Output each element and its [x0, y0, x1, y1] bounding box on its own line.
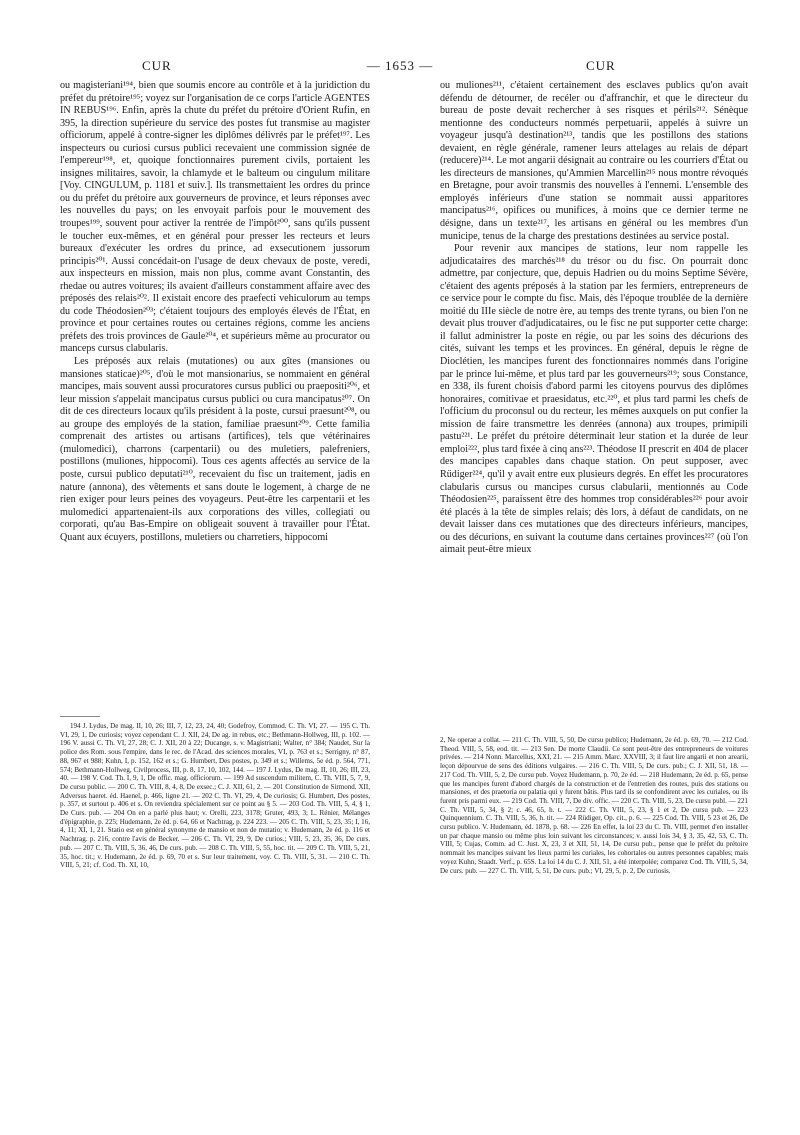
footnote-block: 194 J. Lydus, De mag. II, 10, 26; III, 7, 12, 23, 24, 40; Godefroy, Commod. C. Th. VI, 27. — 195 C. Th. VI, 29, 1, De curiosis; voyez cependant C. J. XII, 24, De ag. in rebus, etc.; Bethmann-Hollweg, III, p. 102. — 196 V. aussi C. Th. VI, 27, 28; C. J. XII, 20 à 22; Ducange, s. v. Magistriani; Walter, n° 384; Naudet, Sur la police des Rom. sous l'empire, dans le rec. de l'Acad. des sciences morales, VI, p. 763 et s.; Serrigny, n° 87, 88, 967 et 988; Kuhn, I, p. 152, 162 et s.; G. Humbert, Des postes, p. 349 et s.; Willems, 5e éd. p. 564, 771, 574; Bethmann-Hollweg, Civilprocess, III, p. 8, 17, 10, 102, 144. — 197 J. Lydus, De mag. II, 10, 26; III, 23, 40. — 198 V. Cod. Th. I, 9, 1, De offic. mag. officiorum. — 199 Ad suscendum militem, C. Th. VIII, 5, 7, 9, De cursu public. — 200 C. Th. VIII, 8, 4, 8, De exsec.; C. J. XII, 61, 2. — 201 Constitution de Sirmond. XII, Adversus haeret. éd. Haenel, p. 466, ligne 21. — 202 C. Th. VI, 29, 4, De curiosis; G. Humbert, Des postes, p. 357, et surtout p. 406 et s. On reviendra spécialement sur ce point au § 5. — 203 Cod. Th. VIII, 5, 4, § 1, De Curs. pub. — 204 On en a parlé plus haut; v. Orelli, 223, 3178; Gruter, 493, 3; L. Rénier, Mélanges d'épigraphie, p. 225; Hudemann, 2e éd. p. 64, 66 et Nachtrag, p. 224 223. — 205 C. Th. VIII, 5, 23, 35; I, 16, 4, 11; XI, 1, 21. Statio est en général synonyme de mansio et non de mutatio; v. Hudemann, 2e éd. p. 116 et Nachtrag. p. 216, contre l'avis de Becker. — 206 C. Th. VI, 29, 9, De curios.; VIII, 5, 23, 35, 36, De curs. pub. — 207 C. Th. VIII, 5, 36, 46, De curs. pub. — 208 C. Th. VIII, 5, 55, hoc. tit. — 209 C. Th. VIII, 5, 21, 35, hoc. tit.; v. Hudemann, 2e éd. p. 69, 70 et s. Sur leur traitement, voy. C. Th. VIII, 5, 31. — 210 C. Th. VIII, 5, 21; cf. Cod. Th. XI, 10,	[60, 722, 370, 870]
footnotes-right	[440, 736, 748, 875]
footnotes-left	[60, 722, 370, 870]
paragraph: Les préposés aux relais (mutationes) ou aux gîtes (mansiones ou mansiones staticae)²⁰⁵, d'où le mot mansionarius, se nommaient en général mancipes, mais souvent aussi procuratores cursus publici ou praepositi²⁰⁶, et leur mission s'appelait mancipatus cursus publici ou cura mancipatus²⁰⁷. On dit de ces directeurs locaux qu'ils président à la poste, cursui praesunt²⁰⁸, ou au groupe des employés de la station, familiae praesunt²⁰⁹. Cette familia comprenait des artistes ou artisans (artifices), tels que vétérinaires (mulomedici), charrons (carpentarii) ou des muletiers, palefreniers, postillons (muliones, hippocomi). Tous ces agents affectés au service de la poste, cursui publico deputati²¹⁰, recevaient du fisc un traitement, jadis en nature (annona), des vêtements et sans doute le logement, à charge de ne rien exiger pour leurs peines des voyageurs. Peut-être les carpentarii et les mulomedici appartenaient-ils aux corporations des villes, collegiati ou corporati, qu'au Bas-Empire on obligeait souvent à travailler pour l'État. Quant aux écuyers, postillons, muletiers ou charretiers, hippocomi	[60, 356, 370, 543]
footnote-block: 2, Ne operae a collat. — 211 C. Th. VIII, 5, 50, De cursu publico; Hudemann, 2e éd. p. 69, 70. — 212 Cod. Theod. VIII, 5, 58, eod. tit. — 213 Sen. De morte Claudii. Ce sont peut-être des entrepreneurs de voitures privées. — 214 Nonn. Marcellus, XXI, 21. — 215 Amm. Marc. XXVIII, 3; il faut lire angarii et non arearii, leçon dépourvue de sens des éditions vulgaires. — 216 C. Th. VIII, 5, De curs. pub.; C. J. XII, 51, 18. — 217 Cod. Th. VIII, 5, 2, De cursu pub. Voyez Hudemann, p. 70, 2e éd. — 218 Hudemann, 2e éd. p. 65, pense que les mancipes furent d'abord chargés de la construction et de l'entretien des routes, puis des stations ou mansiones, et des praetoria ou palatia qui y furent bâtis. Plus tard ils se confondirent avec les curiales, ou ils furent pris parmi eux. — 219 Cod. Th. VIII, 7, De div. offic. — 220 C. Th. VIII, 5, 23, De cursu publ. — 221 C. Th. VIII, 5, 34, § 2; c. 46, 65, h. t. — 222 C. Th. VIII, 5, 23, § 1 et 2, De cursu pub. — 223 Quinquennium. C. Th. VIII, 5, 36, h. tit. — 224 Rüdiger, Op. cit., p. 6. — 225 Cod. Th. VIII, 5 23 et 26, De cursu publico. V. Hudemann, éd. 1878, p. 68. — 226 En effet, la loi 23 du C. Th. VIII, permet d'en installer un par chaque mansio ou même plus loin suivant les circonstances; v. aussi lois 34, § 3, 35, 42, 53, C. Th. VIII, 5; Cujas, Comm. ad C. Just. X, 23, 3 et XII, 51, 14, De cursu pub., pense que le préfet du prétoire nommait les mancipes suivant les lieux parmi les curiales, les cohortales ou autres personnes capables; mais voyez Kuhn, Staadt. Verf., p. 65S. La loi 14 du C. J. XII, 51, a été interpolée; comparez Cod. Th. VIII, 5, 34, De curs. pub. — 227 C. Th. VIII, 5, 51, De curs. pub.; VI, 29, 5, p. 2, De curiosis.	[440, 736, 748, 875]
footnote-rule	[60, 716, 100, 717]
left-column	[60, 80, 370, 544]
right-column	[440, 80, 748, 557]
paragraph: ou muliones²¹¹, c'étaient certainement des esclaves publics qu'on avait défendu de détourner, de recéler ou d'affranchir, et que le directeur du bureau de poste devait rechercher à ses risques et périls²¹². Sénèque mentionne des conducteurs nommés perpetuarii, appelés à suivre un voyageur jusqu'à destination²¹³, tandis que les postillons des stations devaient, en règle générale, ramener leurs attelages au relais de départ (reducere)²¹⁴. Le mot angarii désignait au contraire ou les courriers d'État ou les directeurs de mansiones, qu'Ammien Marcellin²¹⁵ nous montre révoqués en Bretagne, pour avoir transmis des nouvelles à l'ennemi. L'ensemble des employés inférieurs d'une station se nommait aussi apparitores mancipatus²¹⁶, opifices ou munifices, à moins que ce dernier terme ne désigne, dans un texte²¹⁷, les artisans en général ou les membres d'un municipe, tenus de la charge des prestations destinées au service postal.	[440, 80, 748, 242]
running-head-left: CUR	[142, 58, 172, 73]
paragraph: ou magisteriani¹⁹⁴, bien que soumis encore au contrôle et à la juridiction du préfet du prétoire¹⁹⁵; voyez sur l'organisation de ce corps l'article AGENTES IN REBUS¹⁹⁶. Enfin, après la chute du préfet du prétoire d'Orient Rufin, en 395, la direction supérieure du service des postes fut transmise au magister officiorum, appelé à contre-signer les diplômes délivrés par le préfet¹⁹⁷. Les inspecteurs ou curiosi cursus publici recevaient une commission signée de l'empereur¹⁹⁸, et, quoique fonctionnaires purement civils, portaient les insignes militaires, savoir, la chlamyde et le balteum ou cingulum militare [Voy. CINGULUM, p. 1181 et suiv.]. Ils transmettaient les ordres du prince ou du préfet du prétoire aux gouverneurs de province, et leurs réponses avec les nouvelles du pays; on les envoyait parfois pour le mouvement des troupes¹⁹⁹, souvent pour activer la rentrée de l'impôt²⁰⁰, sans qu'ils pussent le toucher eux-mêmes, et en général pour presser les recteurs et leurs bureaux d'exécuter les ordres du prince, ad exsecutionem jussorum principis²⁰¹. Aussi concédait-on l'usage de deux chevaux de poste, veredi, aux inspecteurs en mission, mais non plus, comme avant Constantin, des rhedae ou autres voitures; ils avaient d'ailleurs constamment affaire avec des préposés des relais²⁰². Il existait encore des praefecti vehiculorum au temps du code Théodosien²⁰³; c'étaient toujours des employés élevés de l'État, en province et pour certaines routes ou certaines régions, comme les anciens préfets des trois provinces de Gaule²⁰⁴, et supérieurs même au procurator ou manceps cursus clabularis.	[60, 80, 370, 355]
paragraph: Pour revenir aux mancipes de stations, leur nom rappelle les adjudicataires des marchés²¹⁸ du trésor ou du fisc. On pourrait donc admettre, par conjecture, que, depuis Hadrien ou du moins Septime Sévère, c'étaient des agents préposés à la station par les fermiers, entrepreneurs de ce service pour le compte du fisc. Mais, dès l'époque troublée de la dernière moitié du IIIe siècle de notre ère, au temps des trente tyrans, ou bien l'on ne devait plus trouver d'adjudicataires, ou le fisc ne put supporter cette charge: il fallut administrer la poste en régie, ou par les soins des décurions des cités, suivant les temps et les provinces. En général, depuis le règne de Dioclétien, les mancipes furent des fonctionnaires nommés dans l'origine par le prince lui-même, et plus tard par les gouverneurs²¹⁹; sous Constance, en 338, ils furent choisis d'abord parmi les citoyens pourvus des diplômes honoraires, comitivae et praesidatus, etc.²²⁰, et plus tard parmi les chefs de l'officium du proconsul ou du recteur, les mêmes auxquels on put confier la mission de faire transmettre les denrées (annona) aux troupes, primipili pastu²²¹. Le préfet du prétoire déterminait leur station et la durée de leur emploi²²², plus tard fixée à cinq ans²²³. Théodose II prescrit en 404 de placer des mancipes capables dans chaque station. On peut supposer, avec Rüdiger²²⁴, qu'il y avait entre eux plusieurs degrés. En effet les procuratores clabularis cursus ou mancipes cursus clabularii, mentionnés au Code Théodosien²²⁵, paraissent être des hommes trop considérables²²⁶ pour avoir été placés à la tête de simples relais; dès lors, à défaut de candidats, on ne devait laisser dans ces mutationes que des directeurs inférieurs, mancipes, ou des décurions, en suivant la coutume dans certaines provinces²²⁷ (où l'on aimait peut-être mieux	[440, 243, 748, 556]
running-head-right: CUR	[586, 58, 616, 73]
page-number: — 1653 —	[366, 58, 434, 73]
